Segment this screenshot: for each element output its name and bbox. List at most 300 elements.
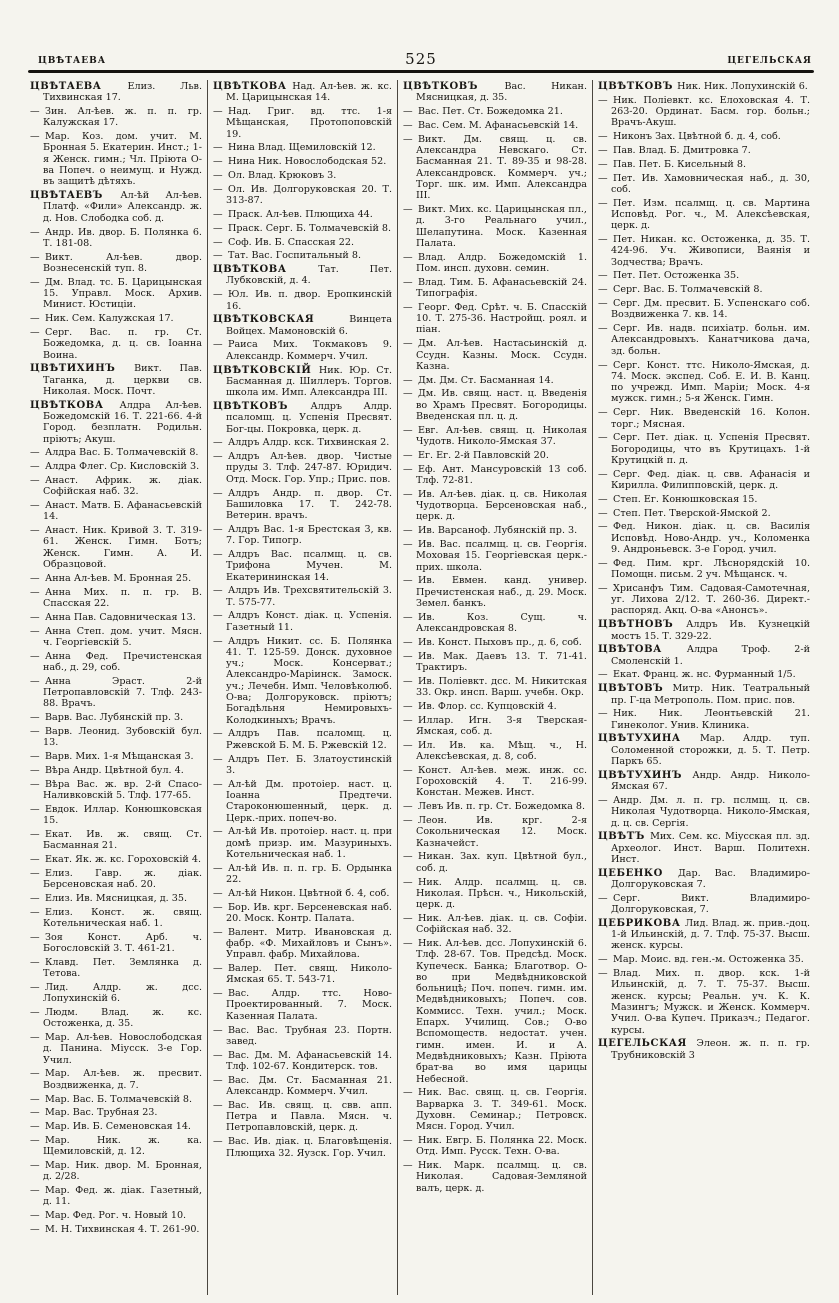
ditto-dash-marker: — — [213, 1099, 223, 1111]
directory-entry — [213, 927, 392, 961]
ditto-dash-marker: — — [213, 887, 223, 899]
directory-entry — [213, 988, 392, 1022]
entry-text: М. Н. Тихвинская 4. Т. 261-90. — [45, 1224, 200, 1236]
ditto-dash-marker: — — [30, 803, 40, 815]
ditto-dash-marker: — — [30, 461, 40, 473]
entry-text: Вас. Никан. Мясницкая, д. 35. — [416, 81, 587, 104]
entry-text: Конст. Ал-ѣев. меж. инж. сс. Гороховскій 4. Т. 216-99. Констан. Межев. Инст. — [416, 764, 587, 799]
ditto-dash-marker: — — [213, 339, 223, 351]
ditto-dash-marker: — — [30, 251, 40, 263]
entry-text: Серг. Викт. Владимиро-Долгоруковская, 7. — [611, 892, 810, 916]
entry-text: Ив. Коз. Сущ. ч. Александровская 8. — [416, 611, 587, 635]
ditto-dash-marker: — — [213, 728, 223, 740]
entry-text: Мар. Вас. Б. Толмачевскій 8. — [45, 1093, 193, 1105]
ditto-dash-marker: — — [213, 753, 223, 765]
ditto-dash-marker: — — [213, 523, 223, 535]
directory-entry — [598, 868, 810, 891]
ditto-dash-marker: — — [30, 956, 40, 968]
directory-entry — [213, 728, 392, 751]
entry-text: Дм. Ал-ѣев. Настасьинскій д. Ссудн. Казны. Моск. Ссудн. Казна. — [416, 338, 587, 372]
entry-text: Над. Ал-ѣев. ж. кс. М. Царицынская 14. — [226, 81, 392, 104]
ditto-dash-marker: — — [213, 963, 223, 975]
entry-text: Алдра Ал-ѣев. Божедомскій 16. Т. 221-66. 4-й Город. безплатн. Родильн. пріютъ; Акуш. — [43, 399, 202, 445]
ditto-dash-marker: — — [598, 158, 608, 170]
directory-entry — [213, 184, 392, 207]
entry-text: Анна Эраст. 2-й Петропавловскій 7. Тлф. 243-88. Врачъ. — [43, 675, 202, 710]
entry-text: Мар. Алдр. туп. Соломенной сторожки, д. 5. Т. Петр. Паркъ 65. — [611, 733, 811, 768]
ditto-dash-marker: — — [213, 778, 223, 790]
ditto-dash-marker: — — [403, 714, 413, 726]
entry-text: Алдръ Ал-ѣев. двор. Чистые пруды 3. Тлф. 247-87. Юридич. Отд. Моск. Гор. Упр.; Прис. пов. — [226, 451, 392, 485]
entry-text: Алдръ Ив. Кузнецкій мостъ 15. Т. 329-22. — [611, 619, 810, 642]
entry-text: Анна Фед. Пречистенская наб., д. 29, соб. — [43, 650, 202, 673]
ditto-dash-marker: — — [598, 968, 608, 980]
entry-text: Вас. Дм. М. Афанасьевскій 14. Тлф. 102-67. Кондитерск. тов. — [226, 1049, 392, 1072]
ditto-dash-marker: — — [598, 708, 608, 720]
entry-text: Иллар. Игн. 3-я Тверская-Ямская, соб. д. — [416, 714, 587, 737]
entry-text: Анна Ал-ѣев. М. Бронная 25. — [45, 572, 192, 584]
ditto-dash-marker: — — [30, 1006, 40, 1018]
entry-text: Вас. Дм. Ст. Басманная 21. Александр. Коммерч. Учил. — [226, 1074, 392, 1098]
entry-text: Елиз. Конст. ж. свящ. Котельническая наб. 1. — [43, 906, 202, 929]
directory-entry — [598, 469, 810, 492]
ditto-dash-marker: — — [30, 625, 40, 637]
entry-text: Серг. Фед. діак. ц. свв. Афанасія и Кирилла. Филипповскій, церк. д. — [611, 468, 810, 491]
entry-text: Никан. Зах. куп. Цвѣтной бул., соб. д. — [416, 851, 587, 874]
ditto-dash-marker: — — [30, 1134, 40, 1146]
directory-entry — [598, 284, 810, 295]
directory-entry — [403, 302, 587, 336]
column-2 — [207, 80, 397, 1295]
directory-entry — [30, 907, 202, 930]
directory-entry — [213, 524, 392, 547]
entry-text: Пет. Пет. Остоженка 35. — [613, 270, 740, 282]
entry-text: Ник. Юр. Ст. Басманная д. Шиллеръ. Торгов. школа им. Имп. Александра III. — [226, 364, 392, 399]
entry-text: Викт. Ал-ѣев. двор. Вознесенскій туп. 8. — [43, 251, 202, 274]
ditto-dash-marker: — — [30, 828, 40, 840]
entry-text: Леон. Ив. крг. 2-я Сокольническая 12. Моск. Казначейст. — [416, 815, 587, 849]
directory-entry — [403, 1087, 587, 1132]
entry-text: Дар. Вас. Владимиро-Долгоруковская 7. — [611, 867, 810, 890]
entry-text: Хрисанфъ Тим. Садовая-Самотечная, уг. Лихова 2/12. Т. 260-36. Директ.-распоряд. Акц. О-ва «Анонсъ». — [611, 582, 810, 617]
directory-entry — [403, 277, 587, 300]
entry-text: Мар. Вас. Трубная 23. — [45, 1107, 158, 1119]
directory-entry — [30, 475, 202, 498]
directory-entry — [213, 250, 392, 261]
entry-text: Елиз. Льв. Тихвинская 17. — [43, 81, 202, 104]
entry-text: Еф. Ант. Мансуровскій 13 соб. Тлф. 72-81. — [416, 463, 587, 486]
entry-text: Ник. Марк. псалмщ. ц. св. Николая. Садовая-Земляной валъ, церк. д. — [416, 1160, 587, 1194]
ditto-dash-marker: — — [403, 636, 413, 648]
directory-entry — [598, 432, 810, 466]
entry-text: Серг. Вас. п. гр. Ст. Божедомка, д. ц. св. Іоанна Воина. — [43, 326, 202, 361]
entry-text: Алдръ Андр. п. двор. Ст. Башиловка 17. Т. 242-78. Ветерин. врачъ. — [226, 487, 392, 522]
entry-text: Дм. Ив. свящ. наст. ц. Введенія во Храмъ Пресвят. Богородицы. Введенская пл. ц. д. — [416, 388, 587, 423]
entry-text: Пав. Влад. Б. Дмитровка 7. — [613, 144, 751, 156]
directory-entry — [403, 938, 587, 1085]
entry-text: Анна Пав. Садовническая 13. — [45, 611, 196, 623]
directory-entry — [598, 95, 810, 129]
entry-surname: ЦВѢТЪ — [598, 831, 651, 843]
entry-surname: ЦВѢТКОВА — [213, 264, 319, 276]
entry-text: Ник. Ник. Леонтьевскій 21. Гинеколог. Унив. Клиника. — [611, 708, 810, 731]
directory-entry — [598, 159, 810, 170]
header-keyword-left: ЦВѢТАЕВА — [38, 56, 107, 66]
entry-surname: ЦВѢТКОВА — [30, 399, 120, 411]
directory-entry — [598, 669, 810, 680]
entry-text: Мар. Ал-ѣев. ж. пресвит. Воздвиженка, д. 7. — [43, 1068, 202, 1091]
entry-text: Юл. Ив. п. двор. Еропкинскій 16. — [226, 289, 392, 312]
ditto-dash-marker: — — [213, 156, 223, 168]
entry-text: Андр. Андр. Николо-Ямская 67. — [611, 769, 810, 793]
ditto-dash-marker: — — [30, 131, 40, 143]
directory-entry — [30, 1121, 202, 1132]
ditto-dash-marker: — — [213, 106, 223, 118]
directory-entry — [598, 918, 810, 952]
directory-entry — [213, 314, 392, 337]
ditto-dash-marker: — — [403, 815, 413, 827]
ditto-dash-marker: — — [213, 1049, 223, 1061]
ditto-dash-marker: — — [30, 1224, 40, 1236]
ditto-dash-marker: — — [598, 298, 608, 310]
entry-text: Серг. Ник. Введенскій 16. Колон. торг.; Мясная. — [611, 407, 810, 430]
entry-text: Мар. Ал-ѣев. Новослободская д. Панина. Міусск. 3-е Гор. Учил. — [43, 1032, 202, 1066]
ditto-dash-marker: — — [213, 236, 223, 248]
directory-entry — [403, 913, 587, 936]
ditto-dash-marker: — — [30, 1107, 40, 1119]
ditto-dash-marker: — — [598, 954, 608, 966]
ditto-dash-marker: — — [403, 119, 413, 131]
entry-text: Анна Мих. п. п. гр. В. Спасская 22. — [43, 586, 202, 609]
entry-text: Серг. Вас. Б. Толмачевскій 8. — [613, 284, 763, 296]
ditto-dash-marker: — — [30, 751, 40, 763]
ditto-dash-marker: — — [213, 1136, 223, 1148]
directory-entry — [598, 795, 810, 829]
directory-entry — [213, 863, 392, 886]
directory-entry — [403, 539, 587, 573]
directory-entry — [213, 401, 392, 435]
entry-surname: ЦЕГЕЛЬСКАЯ — [598, 1038, 697, 1050]
ditto-dash-marker: — — [403, 1135, 413, 1147]
entry-text: Анаст. Матв. Б. Афанасьевскій 14. — [43, 500, 202, 523]
entry-text: Пет. Изм. псалмщ. ц. св. Мартина Исповѣд. Рог. ч., М. Алексѣевская, церк. д. — [611, 197, 810, 232]
entry-text: Фед. Никон. діак. ц. св. Василія Исповѣд. Ново-Андр. уч., Коломенка 9. Андроньевск. 3-е Город. учил. — [611, 521, 810, 555]
ditto-dash-marker: — — [598, 521, 608, 533]
directory-entry — [598, 644, 810, 667]
directory-entry — [403, 637, 587, 648]
ditto-dash-marker: — — [598, 507, 608, 519]
directory-entry — [30, 1224, 202, 1235]
directory-entry — [403, 651, 587, 674]
directory-entry — [213, 142, 392, 153]
directory-entry — [403, 765, 587, 799]
header-rule — [28, 70, 814, 73]
ditto-dash-marker: — — [403, 463, 413, 475]
ditto-dash-marker: — — [213, 289, 223, 301]
directory-entry — [30, 1032, 202, 1066]
directory-entry — [598, 131, 810, 142]
directory-entry — [598, 360, 810, 405]
entry-text: Алдръ Конст. діак. ц. Успенія. Газетный 11. — [226, 610, 392, 633]
entry-text: Влад. Тим. Б. Афанасьевскій 24. Типографія. — [416, 276, 587, 300]
entry-text: Алдръ Алдр. кск. Тихвинская 2. — [228, 437, 390, 449]
entry-text: Екат. Як. ж. кс. Гороховскій 4. — [45, 853, 202, 865]
entry-text: Над. Григ. вд. ттс. 1-я Мѣщанская, Протопоповскій 19. — [226, 106, 392, 140]
page-header — [30, 44, 812, 68]
ditto-dash-marker: — — [598, 432, 608, 444]
directory-entry — [213, 826, 392, 860]
directory-entry — [30, 868, 202, 891]
entry-text: Дм. Дм. Ст. Басманная 14. — [418, 374, 554, 386]
directory-entry — [213, 963, 392, 986]
directory-entry — [213, 610, 392, 633]
entry-text: Дм. Влад. тс. Б. Царицынская 15. Управл. Моск. Архив. Минист. Юстиціи. — [43, 276, 202, 311]
directory-entry — [403, 1160, 587, 1194]
directory-entry — [598, 494, 810, 505]
entry-text: Бор. Ив. крг. Берсеневская наб. 20. Моск. Контр. Палата. — [226, 901, 392, 924]
directory-entry — [403, 1135, 587, 1158]
entry-text: Анна Степ. дом. учит. Мясн. ч. Георгіевскій 5. — [43, 625, 202, 648]
entry-text: Ник. Сем. Калужская 17. — [45, 313, 174, 325]
ditto-dash-marker: — — [213, 585, 223, 597]
directory-entry — [213, 451, 392, 485]
directory-entry — [30, 81, 202, 104]
directory-entry — [30, 227, 202, 250]
directory-entry — [30, 447, 202, 458]
directory-entry — [403, 120, 587, 131]
entry-text: Алдръ Ив. Трехсвятительскій 3. Т. 575-77. — [226, 585, 392, 608]
ditto-dash-marker: — — [213, 826, 223, 838]
ditto-dash-marker: — — [213, 926, 223, 938]
ditto-dash-marker: — — [598, 794, 608, 806]
directory-entry — [30, 612, 202, 623]
entry-text: Елиз. Ив. Мясницкая, д. 35. — [45, 892, 188, 904]
entry-text: Серг. Ив. надв. психіатр. больн. им. Александровыхъ. Канатчикова дача, зд. больн. — [611, 323, 810, 357]
directory-entry — [598, 323, 810, 357]
directory-entry — [403, 252, 587, 275]
entry-text: Алдръ Алдр. псаломщ. ц. Успенія Пресвят. Бог-цы. Покровка, церк. д. — [226, 400, 392, 435]
entry-text: Екат. Ив. ж. свящ. Ст. Басманная 21. — [43, 828, 202, 852]
entry-text: Серг. Пет. діак. ц. Успенія Пресвят. Богородицы, что въ Крутицахъ. 1-й Крутицкій п. д. — [611, 432, 810, 466]
directory-entry — [598, 619, 810, 642]
entry-surname: ЦВѢТАЕВА — [30, 81, 128, 92]
directory-entry — [30, 461, 202, 472]
entry-text: Ег. Ег. 2-й Павловскій 20. — [418, 449, 549, 461]
entry-text: Алдра Троф. 2-й Смоленскій 1. — [611, 644, 810, 667]
directory-entry — [30, 1068, 202, 1091]
directory-entry — [213, 264, 392, 287]
page-number: 525 — [405, 50, 437, 68]
ditto-dash-marker: — — [30, 1185, 40, 1197]
entry-surname: ЦВѢТКОВСКІЙ — [213, 364, 319, 376]
directory-entry — [213, 585, 392, 608]
entry-text: Викт. Пав. Таганка, д. церкви св. Николая. Моск. Почт. — [43, 363, 202, 397]
entry-text: Андр. Ив. двор. Б. Полянка 6. Т. 181-08. — [43, 226, 202, 249]
ditto-dash-marker: — — [30, 1032, 40, 1044]
directory-entry — [213, 636, 392, 726]
entry-text: Мар. Ник. ж. ка. Щемиловскій, д. 12. — [43, 1134, 202, 1158]
ditto-dash-marker: — — [403, 424, 413, 436]
entry-text: Викт. Дм. свящ. ц. св. Александра Невскаго. Ст. Басманная 21. Т. 89-35 и 98-28. Александровск. Коммерч. уч.; Торг. шк. им. Имп. Александра III. — [416, 133, 587, 202]
entry-text: Ник. Ал-ѣев. діак. ц. св. Софіи. Софійская наб. 32. — [416, 912, 587, 936]
ditto-dash-marker: — — [213, 988, 223, 1000]
directory-entry — [30, 252, 202, 275]
ditto-dash-marker: — — [30, 906, 40, 918]
ditto-dash-marker: — — [213, 901, 223, 913]
ditto-dash-marker: — — [403, 611, 413, 623]
ditto-dash-marker: — — [598, 144, 608, 156]
entry-text: Серг. Конст. ттс. Николо-Ямская, д. 74. Моск. экспед. Соб. Е. И. В. Канц. по учрежд. Имп. Маріи; Моск. 4-я мужск. гимн.; 5-я Женск. Гимн. — [611, 359, 810, 405]
directory-columns — [25, 80, 812, 1295]
ditto-dash-marker: — — [213, 635, 223, 647]
entry-text: Ник. Ник. Лопухинскій 6. — [677, 81, 808, 92]
directory-entry — [598, 831, 810, 865]
ditto-dash-marker: — — [403, 374, 413, 386]
directory-entry — [598, 81, 810, 92]
ditto-dash-marker: — — [213, 862, 223, 874]
directory-entry — [403, 388, 587, 422]
directory-entry — [213, 170, 392, 181]
entry-text: Ив. Вас. псалмщ. ц. св. Георгія. Моховая 15. Георгіевская церк.-прих. школа. — [416, 538, 587, 573]
directory-entry — [598, 683, 810, 706]
directory-entry — [598, 770, 810, 793]
directory-entry — [213, 1136, 392, 1159]
ditto-dash-marker: — — [598, 468, 608, 480]
entry-text: Мар. Моис. вд. ген.-м. Остоженка 35. — [613, 954, 804, 966]
entry-text: Пет. Ив. Хамовническая наб., д. 30, соб. — [611, 172, 810, 195]
ditto-dash-marker: — — [30, 764, 40, 776]
entry-text: Людм. Влад. ж. кс. Остоженка, д. 35. — [43, 1006, 202, 1030]
entry-text: Винцета Войцех. Мамоновскій 6. — [226, 314, 392, 337]
directory-entry — [403, 81, 587, 104]
directory-entry — [403, 425, 587, 448]
entry-text: Ник. Ал-ѣев. дсс. Лопухинскій 6. Тлф. 28-67. Тов. Предсѣд. Моск. Купеческ. Банка; Благотвор. О-во при Медвѣдниковской больницѣ; Поч. попеч. гимн. им. Медвѣдниковыхъ; Попеч. сов. Коммисс. Техн. учил.; Моск. Епарх. Училищ. Сов.; О-во Вспомоществ. недостат. учен. гимн. имен. И. и А. Медвѣдниковыхъ; Казн. Пріюта брат-ва во имя царицы Небесной. — [416, 937, 587, 1085]
directory-entry — [30, 804, 202, 827]
directory-entry — [30, 779, 202, 802]
directory-entry — [403, 106, 587, 117]
entry-text: Мих. Сем. кс. Міусская пл. зд. Археолог. Инст. Варш. Политехн. Инст. — [611, 831, 810, 865]
ditto-dash-marker: — — [213, 250, 223, 262]
ditto-dash-marker: — — [598, 669, 608, 681]
entry-text: Ол. Влад. Крюковъ 3. — [228, 170, 337, 182]
ditto-dash-marker: — — [30, 981, 40, 993]
directory-entry — [30, 190, 202, 224]
entry-text: Мар. Фед. ж. діак. Газетный, д. 11. — [43, 1185, 202, 1208]
directory-entry — [30, 525, 202, 570]
ditto-dash-marker: — — [403, 876, 413, 888]
ditto-dash-marker: — — [598, 493, 608, 505]
entry-text: Вас. Алдр. ттс. Ново-Проектированный. 7. Моск. Казенная Палата. — [226, 988, 392, 1022]
directory-entry — [213, 1100, 392, 1134]
directory-entry — [403, 338, 587, 372]
entry-text: Ал-ѣй Ив. п. п. гр. Б. Ордынка 22. — [226, 862, 392, 885]
ditto-dash-marker: — — [403, 700, 413, 712]
entry-text: Ник. Алдр. псалмщ. ц. св. Николая. Прѣсн. ч., Никольскій, церк. д. — [416, 876, 587, 911]
directory-entry — [213, 106, 392, 140]
directory-entry — [213, 237, 392, 248]
entry-text: Валент. Митр. Ивановская д. фабр. «Ф. Михайловъ и Сынъ». Управл. фабр. Михайлова. — [226, 926, 392, 961]
entry-text: Викт. Мих. кс. Царицынская пл., д. 3-го Реальнаго учил., Шелапутина. Моск. Казенная Палата. — [416, 203, 587, 249]
directory-entry — [598, 407, 810, 430]
entry-text: Клавд. Пет. Землянка д. Тетова. — [43, 956, 202, 980]
directory-entry — [598, 954, 810, 965]
entry-text: Нина Ник. Новослободская 52. — [228, 156, 387, 168]
entry-text: Раиса Мих. Токмаковъ 9. Александр. Коммерч. Учил. — [226, 339, 392, 362]
directory-entry — [30, 313, 202, 324]
ditto-dash-marker: — — [403, 912, 413, 924]
directory-entry — [30, 765, 202, 776]
entry-text: Митр. Ник. Театральный пр. Г-ца Метрополь. Пом. прис. пов. — [611, 683, 811, 706]
directory-entry — [30, 1007, 202, 1030]
entry-text: Ив. Евмен. канд. универ. Пречистенская наб., д. 29. Моск. Земел. банкъ. — [416, 575, 587, 609]
directory-entry — [30, 651, 202, 674]
directory-entry — [403, 851, 587, 874]
column-4 — [592, 80, 812, 1295]
directory-entry — [598, 521, 810, 555]
ditto-dash-marker: — — [213, 437, 223, 449]
directory-entry — [403, 450, 587, 461]
entry-text: Варв. Вас. Лубянскій пр. 3. — [45, 712, 184, 724]
entry-surname: ЦВѢТКОВЪ — [213, 400, 311, 412]
entry-text: Лид. Алдр. ж. дсс. Лопухинскій 6. — [43, 981, 202, 1005]
ditto-dash-marker: — — [30, 650, 40, 662]
ditto-dash-marker: — — [598, 94, 608, 106]
entry-surname: ЦВѢТКОВСКАЯ — [213, 314, 350, 326]
directory-entry — [30, 277, 202, 311]
directory-entry — [403, 525, 587, 536]
ditto-dash-marker: — — [598, 892, 608, 904]
entry-text: Алдръ Пав. псаломщ. ц. Ржевской Б. М. Б. Ржевскій 12. — [226, 728, 392, 751]
ditto-dash-marker: — — [30, 725, 40, 737]
ditto-dash-marker: — — [213, 170, 223, 182]
entry-text: Ник. Евгр. Б. Полянка 22. Моск. Отд. Имп. Русск. Техн. О-ва. — [416, 1135, 587, 1158]
directory-entry — [30, 400, 202, 445]
ditto-dash-marker: — — [403, 106, 413, 118]
ditto-dash-marker: — — [403, 525, 413, 537]
ditto-dash-marker: — — [30, 1160, 40, 1172]
entry-text: Пет. Никан. кс. Остоженка, д. 35. Т. 424-96. Уч. Живописи, Ваянія и Зодчества; Врачъ. — [611, 234, 810, 268]
directory-entry — [403, 489, 587, 523]
entry-text: Евдок. Иллар. Конюшковская 15. — [43, 803, 202, 827]
entry-text: Степ. Ег. Конюшковская 15. — [613, 493, 758, 505]
ditto-dash-marker: — — [403, 1087, 413, 1099]
ditto-dash-marker: — — [403, 203, 413, 215]
ditto-dash-marker: — — [213, 1024, 223, 1036]
directory-entry — [30, 893, 202, 904]
entry-text: Тат. Пет. Лубковскій, д. 4. — [226, 264, 392, 287]
ditto-dash-marker: — — [213, 548, 223, 560]
entry-text: Левъ Ив. п. гр. Ст. Божедомка 8. — [418, 801, 586, 813]
ditto-dash-marker: — — [403, 276, 413, 288]
directory-entry — [30, 1210, 202, 1221]
entry-surname: ЦЕБРИКОВА — [598, 917, 686, 929]
entry-surname: ЦВѢТАЕВЪ — [30, 190, 121, 202]
entry-text: Пав. Пет. Б. Кисельный 8. — [613, 158, 747, 170]
column-3 — [397, 80, 592, 1295]
directory-entry — [30, 1135, 202, 1158]
directory-entry — [403, 715, 587, 738]
ditto-dash-marker: — — [30, 931, 40, 943]
directory-entry — [213, 888, 392, 899]
directory-entry — [30, 363, 202, 397]
directory-entry — [30, 854, 202, 865]
directory-entry — [213, 902, 392, 925]
entry-text: Мар. Фед. Рог. ч. Новый 10. — [45, 1210, 187, 1222]
ditto-dash-marker: — — [403, 1160, 413, 1172]
entry-text: Ол. Ив. Долгоруковская 20. Т. 313-87. — [226, 183, 392, 207]
ditto-dash-marker: — — [403, 650, 413, 662]
entry-text: Мар. Ив. Б. Семеновская 14. — [45, 1121, 191, 1133]
